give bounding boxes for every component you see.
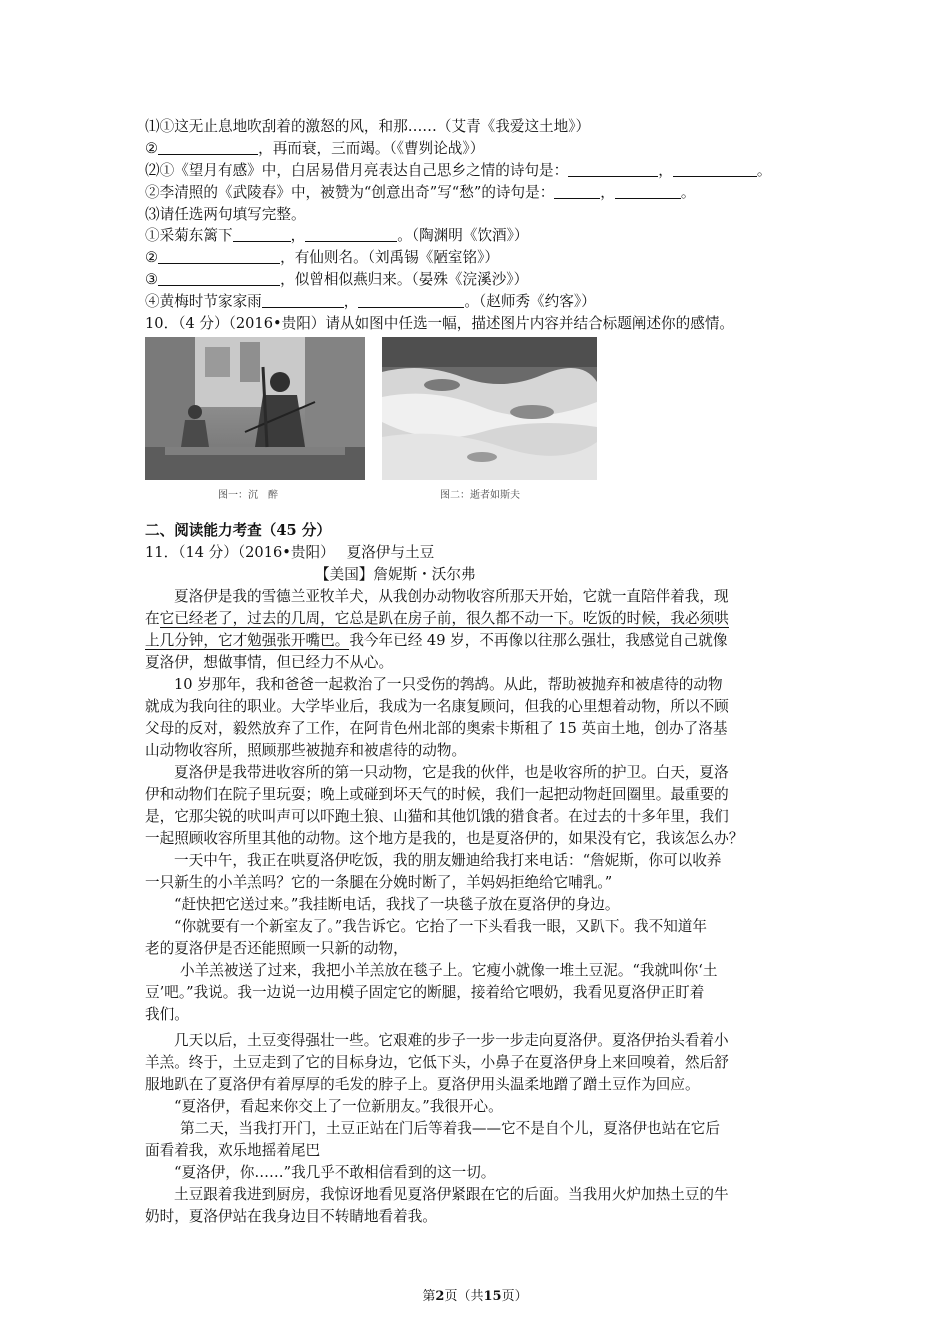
q9-line3: ⑵①《望月有感》中，白居易借月亮表达自己思乡之情的诗句是： ， 。	[145, 162, 772, 179]
q9-line1: ⑴①这无止息地吹刮着的激怒的风，和那……（艾青《我爱这土地》）	[145, 118, 591, 135]
passage-line: 面看着我，欢乐地摇着尾巴	[145, 1142, 321, 1159]
passage-line: 上几分钟，它才勉强张开嘴巴。我今年已经 49 岁，不再像以往那么强壮，我感觉自己就像	[145, 632, 728, 649]
passage-line: “你就要有一个新室友了。”我告诉它。它抬了一下头看我一眼，又趴下。我不知道年	[174, 918, 707, 935]
photo-waterfall	[382, 337, 597, 480]
q10-prompt: 10．（4 分）（2016•贵阳）请从如图中任选一幅，描述图片内容并结合标题阐述你的感情。	[145, 315, 735, 332]
passage-line: 一只新生的小羊羔吗？它的一条腿在分娩时断了，羊妈妈拒绝给它哺乳。”	[145, 874, 613, 891]
caption-figure-2: 图二：逝者如斯夫	[440, 490, 520, 501]
passage-line: 10 岁那年，我和爸爸一起救治了一只受伤的鹁鸪。从此，帮助被抛弃和被虐待的动物	[174, 676, 723, 693]
passage-line: 几天以后，土豆变得强壮一些。它艰难的步子一步一步走向夏洛伊。夏洛伊抬头看着小	[174, 1032, 729, 1049]
passage-line: 夏洛伊是我的雪德兰亚牧羊犬，从我创办动物收容所那天开始，它就一直陪伴着我，现	[174, 588, 729, 605]
passage-line: 父母的反对，毅然放弃了工作，在阿肯色州北部的奥索卡斯租了 15 英亩土地，创办了洛基	[145, 720, 728, 737]
answer-blank[interactable]	[554, 184, 600, 199]
passage-line: 服地趴在了夏洛伊有着厚厚的毛发的脖子上。夏洛伊用头温柔地蹭了蹭土豆作为回应。	[145, 1076, 700, 1093]
photo-erhu-player	[145, 337, 365, 480]
passage-line: 小羊羔被送了过来，我把小羊羔放在毯子上。它瘦小就像一堆土豆泥。“我就叫你‘土	[180, 962, 718, 979]
answer-blank[interactable]	[158, 140, 258, 155]
article-author: 【美国】詹妮斯・沃尔弗	[315, 566, 476, 583]
passage-line: 奶时，夏洛伊站在我身边目不转睛地看着我。	[145, 1208, 437, 1225]
passage-line: 老的夏洛伊是否还能照顾一只新的动物，	[145, 940, 408, 957]
answer-blank[interactable]	[262, 293, 344, 308]
caption-figure-1: 图一：沉 醉	[218, 490, 278, 501]
passage-line: “赶快把它送过来。”我挂断电话，我找了一块毯子放在夏洛伊的身边。	[174, 896, 620, 913]
passage-line: 就成为我向往的职业。大学毕业后，我成为一名康复顾问，但我的心里想着动物，所以不顾	[145, 698, 729, 715]
answer-blank[interactable]	[158, 271, 280, 286]
passage-line: 一天中午，我正在哄夏洛伊吃饭，我的朋友姗迪给我打来电话：“詹妮斯，你可以收养	[174, 852, 722, 869]
answer-blank[interactable]	[615, 184, 681, 199]
underlined-sentence: 上几分钟，它才勉强张开嘴巴。	[145, 632, 350, 649]
page-number: 2	[435, 1289, 445, 1304]
passage-line: 夏洛伊，想做事情，但已经力不从心。	[145, 654, 394, 671]
answer-blank[interactable]	[673, 162, 757, 177]
passage-line: 在它已经老了，过去的几周，它总是趴在房子前，很久都不动一下。吃饭的时候，我必须哄	[145, 610, 729, 627]
section-title: 二、阅读能力考查（45 分）	[145, 522, 331, 539]
answer-blank[interactable]	[158, 249, 280, 264]
passage-line: “夏洛伊，看起来你交上了一位新朋友。”我很开心。	[174, 1098, 503, 1115]
underlined-sentence: 它已经老了，过去的几周，它总是趴在房子前，很久都不动一下。吃饭的时候，我必须哄	[159, 610, 729, 627]
passage-line: 山动物收容所，照顾那些被抛弃和被虐待的动物。	[145, 742, 467, 759]
answer-blank[interactable]	[305, 227, 397, 242]
passage-line: 第二天，当我打开门，土豆正站在门后等着我——它不是自个儿，夏洛伊也站在它后	[180, 1120, 720, 1137]
q9-line6: ①采菊东篱下 ， 。（陶渊明《饮酒》）	[145, 227, 529, 244]
answer-blank[interactable]	[568, 162, 658, 177]
passage-line: 一起照顾收容所里其他的动物。这个地方是我的，也是夏洛伊的，如果没有它，我该怎么办？	[145, 830, 744, 847]
passage-line: 伊和动物们在院子里玩耍；晚上或碰到坏天气的时候，我们一起把动物赶回圈里。最重要的	[145, 786, 729, 803]
passage-line: 夏洛伊是我带进收容所的第一只动物，它是我的伙伴，也是收容所的护卫。白天，夏洛	[174, 764, 729, 781]
passage-line: 是，它那尖锐的吠叫声可以吓跑土狼、山猫和其他饥饿的猎食者。在过去的十多年里，我们	[145, 808, 729, 825]
answer-blank[interactable]	[233, 227, 291, 242]
passage-line: 豆’吧。”我说。我一边说一边用模子固定它的断腿，接着给它喂奶，我看见夏洛伊正盯着	[145, 984, 705, 1001]
q9-line2: ② ，再而衰，三而竭。（《曹刿论战》）	[145, 140, 485, 157]
passage-line: 我们。	[145, 1006, 189, 1023]
q9-line7: ② ，有仙则名。（刘禹锡《陋室铭》）	[145, 249, 499, 266]
q11-title: 11．（14 分）（2016•贵阳） 夏洛伊与土豆	[145, 544, 435, 561]
q9-line5: ⑶请任选两句填写完整。	[145, 206, 306, 223]
q9-line9: ④黄梅时节家家雨 ， 。（赵师秀《约客》）	[145, 293, 596, 310]
passage-line: 羊羔。终于，土豆走到了它的目标身边，它低下头，小鼻子在夏洛伊身上来回嗅着，然后舒	[145, 1054, 729, 1071]
passage-line: 土豆跟着我进到厨房，我惊讶地看见夏洛伊紧跟在它的后面。当我用火炉加热土豆的牛	[174, 1186, 729, 1203]
page-footer: 第2页（共15页）	[422, 1289, 528, 1304]
page-total: 15	[483, 1289, 502, 1304]
q9-line4: ②李清照的《武陵春》中，被赞为“创意出奇”写“愁”的诗句是： ， 。	[145, 184, 696, 201]
answer-blank[interactable]	[358, 293, 464, 308]
q9-line8: ③ ，似曾相似燕归来。（晏殊《浣溪沙》）	[145, 271, 529, 288]
passage-line: “夏洛伊，你……”我几乎不敢相信看到的这一切。	[174, 1164, 496, 1181]
